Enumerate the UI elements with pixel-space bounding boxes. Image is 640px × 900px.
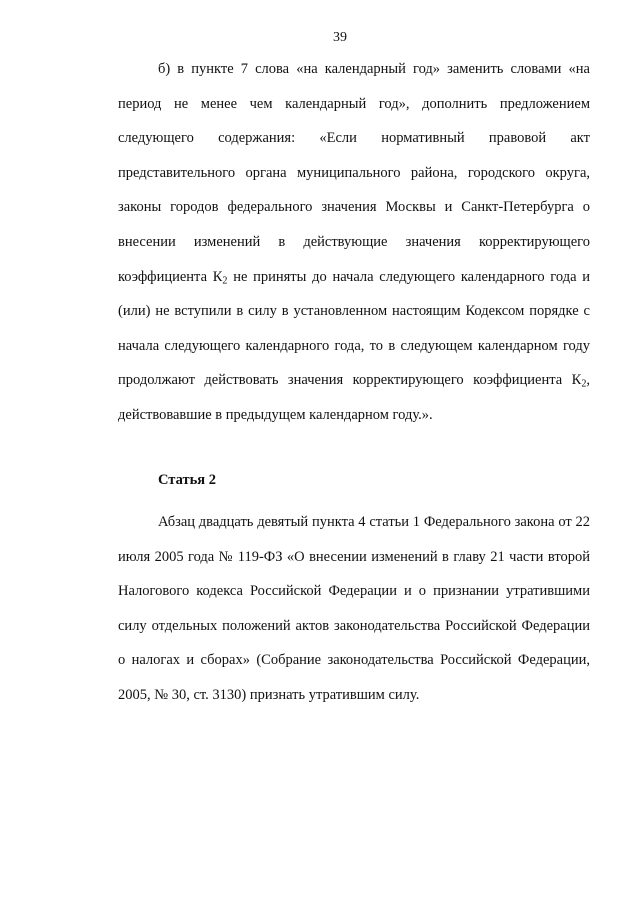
- amendment-text-part-3: , действовавшие в предыдущем календарном году.».: [118, 372, 590, 423]
- coefficient-subscript: 2: [581, 378, 587, 390]
- amendment-text-part-2: не приняты до начала следующего календарного года и (или) не вступили в силу в установленном настоящим Кодексом порядке с начала следующего календарного года, то в следующем календарном году продолжают действовать значения корректирующего коэффициента К: [118, 268, 590, 389]
- coefficient-subscript: 2: [222, 275, 228, 287]
- amendment-text-part-1: б) в пункте 7 слова «на календарный год» заменить словами «на период не менее чем календарный год», дополнить предложением следующего содержания: «Если нормативный правовой акт представительного органа муниципального района, городского округа, законы городов федерального значения Москвы и Санкт-Петербурга о внесении изменений в действующие значения корректирующего коэффициента К: [118, 61, 590, 285]
- amendment-paragraph: [118, 52, 590, 433]
- article-2-paragraph: Абзац двадцать девятый пункта 4 статьи 1 Федерального закона от 22 июля 2005 года № 119-ФЗ «О внесении изменений в главу 21 части второй Налогового кодекса Российской Федерации и о признании утратившими силу отдельных положений актов законодательства Российской Федерации о налогах и сборах» (Собрание законодательства Российской Федерации, 2005, № 30, ст. 3130) признать утратившим силу.: [118, 514, 590, 703]
- page-number: 39: [333, 30, 347, 45]
- article-heading: Статья 2: [158, 472, 216, 488]
